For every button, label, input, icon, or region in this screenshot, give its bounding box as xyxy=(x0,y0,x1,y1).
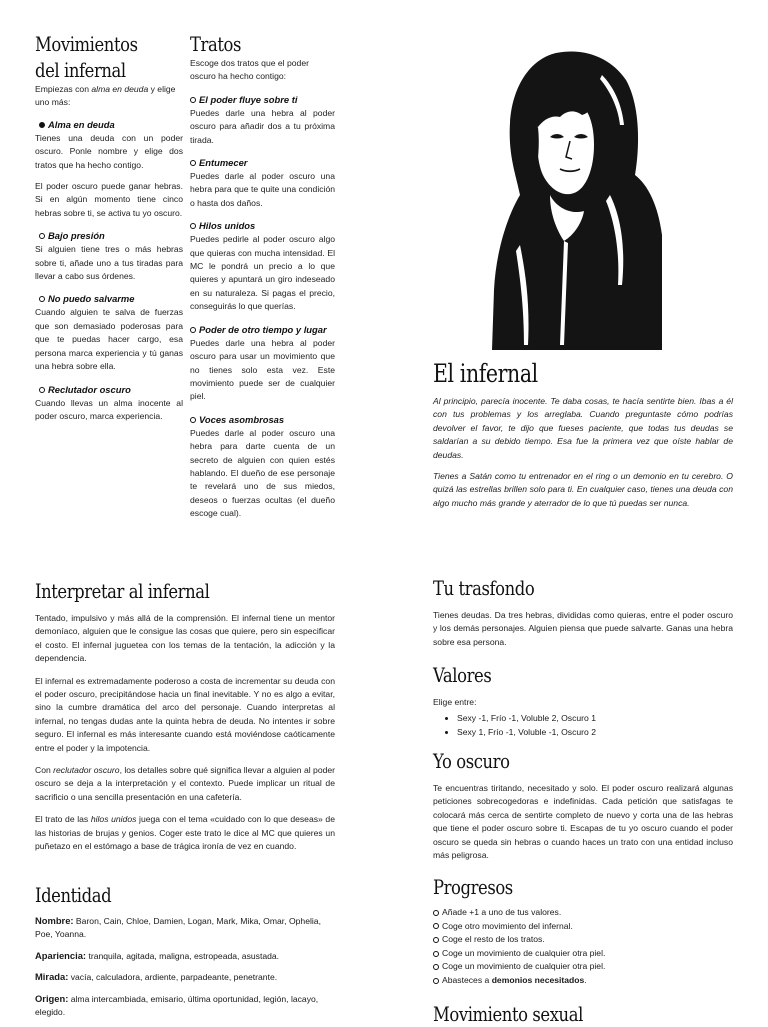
checkbox-icon[interactable] xyxy=(39,122,45,128)
identidad-value: Baron, Cain, Chloe, Damien, Logan, Mark, Mika, Omar, Ophelia, Poe, Yoanna. xyxy=(35,916,321,940)
move-text: El poder oscuro puede ganar hebras. Si en algún momento tiene cinco hebras sobre ti, se activa tu yo oscuro. xyxy=(35,181,183,218)
identidad-row xyxy=(35,970,335,984)
identidad-value: alma intercambiada, emisario, última oportunidad, legión, lacayo, elegido. xyxy=(35,993,319,1018)
identidad-key: Mirada: xyxy=(35,971,69,983)
trato-heading xyxy=(190,156,335,170)
trato-heading xyxy=(190,93,335,107)
identidad-title: Identidad xyxy=(35,883,112,907)
infernal-title: El infernal xyxy=(433,359,538,388)
progreso-item xyxy=(433,920,733,934)
checkbox-icon[interactable] xyxy=(433,923,439,929)
trato-name: Hilos unidos xyxy=(199,220,256,232)
movimientos-title-line1: Movimientos xyxy=(35,32,138,56)
move-name: Alma en deuda xyxy=(48,118,115,130)
move-heading xyxy=(39,229,183,243)
interpretar-title: Interpretar al infernal xyxy=(35,579,210,603)
trato-text: Puedes darle una hebra al poder oscuro para añadir dos a tu próxima tirada. xyxy=(190,107,335,145)
progreso-item: Abasteces a demonios necesitados. xyxy=(433,974,733,988)
sexual-title: Movimiento sexual xyxy=(433,1002,583,1026)
checkbox-icon[interactable] xyxy=(190,97,196,103)
progreso-text: Añade +1 a uno de tus valores. xyxy=(442,907,562,917)
progreso-item xyxy=(433,947,733,961)
checkbox-icon[interactable] xyxy=(39,387,45,393)
identidad-key: Apariencia: xyxy=(35,949,87,961)
trato-heading xyxy=(190,413,335,427)
tratos-title: Tratos xyxy=(190,32,241,56)
yo-oscuro-section xyxy=(433,748,733,862)
progresos-section xyxy=(433,874,733,988)
identidad-key: Origen: xyxy=(35,992,69,1004)
tratos-section xyxy=(190,31,335,530)
progresos-title: Progresos xyxy=(433,875,513,899)
move-heading xyxy=(39,383,183,397)
move-heading xyxy=(39,292,183,306)
trato-text: Puedes darle al poder oscuro una hebra para que te quite una condición o hasta dos daños. xyxy=(190,171,335,208)
identidad-key: Nombre: xyxy=(35,915,74,926)
trato-name: Entumecer xyxy=(199,157,248,169)
valores-section xyxy=(433,662,733,739)
move-name: No puedo salvarme xyxy=(48,293,135,305)
move-text: Cuando llevas un alma inocente al poder oscuro, marca experiencia. xyxy=(35,397,183,421)
identidad-value: vacía, calculadora, ardiente, parpadeante, penetrante. xyxy=(68,972,278,983)
trasfondo-section xyxy=(433,575,733,649)
identidad-value: tranquila, agitada, maligna, estropeada, asustada. xyxy=(86,950,280,961)
trato-heading xyxy=(190,219,335,233)
movimientos-intro: Empiezas con alma en deuda y elige uno más: xyxy=(35,84,176,108)
checkbox-icon[interactable] xyxy=(433,910,439,916)
movimientos-section xyxy=(35,31,183,432)
checkbox-icon[interactable] xyxy=(39,233,45,239)
valores-option[interactable]: • Sexy 1, Frío -1, Voluble -1, Oscuro 2 xyxy=(457,725,733,739)
trato-text: Puedes pedirle al poder oscuro algo que quieras con mucha intensidad. El MC le pondrá un precio a lo que quieres y apuntará un giro indeseado en su naturaleza. Si pagas el precio, conseguirás lo que querías. xyxy=(190,234,335,312)
checkbox-icon[interactable] xyxy=(190,327,196,333)
move-heading xyxy=(39,118,183,132)
trato-name: Poder de otro tiempo y lugar xyxy=(199,323,327,335)
checkbox-icon[interactable] xyxy=(433,978,439,984)
progreso-text: Coge un movimiento de cualquier otra piel. xyxy=(442,947,606,958)
sexual-section xyxy=(433,1001,733,1027)
move-name: Reclutador oscuro xyxy=(48,383,131,395)
interpretar-para-3: Con reclutador oscuro, los detalles sobre qué significa llevar a alguien al poder oscuro se deja a la interpretación y el contexto. Puede implicar un ritual de sacrificio o una sencilla presentación en una cafetería. xyxy=(35,765,336,802)
move-text: Si alguien tiene tres o más hebras sobre ti, añade uno a tus tiradas para llevar a cabo sus órdenes. xyxy=(35,244,183,282)
checkbox-icon[interactable] xyxy=(433,964,439,970)
identidad-row xyxy=(35,914,335,942)
valores-options xyxy=(433,711,733,739)
checkbox-icon[interactable] xyxy=(433,937,439,943)
valores-intro: Elige entre: xyxy=(433,697,477,707)
checkbox-icon[interactable] xyxy=(39,296,45,302)
interpretar-para-1: Tentado, impulsivo y más allá de la comprensión. El infernal tiene un mentor demoníaco, alguien que le consigue las cosas que quiere, pero sin especificar el costo. El infernal juguetea con los temas de la tentación, la adicción y la dependencia. xyxy=(35,613,335,664)
trato-name: El poder fluye sobre ti xyxy=(199,93,298,105)
yo-oscuro-title: Yo oscuro xyxy=(433,749,510,773)
progreso-text: Coge el resto de los tratos. xyxy=(442,934,545,945)
trato-heading xyxy=(190,323,335,337)
checkbox-icon[interactable] xyxy=(433,951,439,957)
progreso-item xyxy=(433,960,733,974)
trasfondo-text: Tienes deudas. Da tres hebras, divididas como quieras, entre el poder oscuro y los demás personajes. Alguien piensa que puede salvarte. Ganas una hebra sobre esa persona. xyxy=(433,610,733,647)
valores-title: Valores xyxy=(433,663,492,687)
tratos-intro: Escoge dos tratos que el poder oscuro ha hecho contigo: xyxy=(190,58,309,82)
infernal-portrait xyxy=(490,45,665,353)
trato-text: Puedes darle al poder oscuro una hebra para darte cuenta de un secreto de alguien con quien estés hablando. El dueño de ese personaje te revelará uno de sus miedos, deseos o fuerzas ocultas (el dueño escoge cual). xyxy=(190,427,335,519)
move-text: Cuando alguien te salva de fuerzas que son demasiado poderosas para que te puedas hacer cargo, esa persona marca experiencia y tú ganas una hebra sobre ella. xyxy=(35,307,183,372)
infernal-para-2: Tienes a Satán como tu entrenador en el ring o un demonio en tu cerebro. O quizá las estrellas brillen solo para ti. En cualquier caso, tienes una deuda con algo mucho más grande y aterrador de lo que tú puedas ser nunca. xyxy=(433,471,733,508)
progreso-text: Coge otro movimiento del infernal. xyxy=(442,920,573,931)
infernal-section xyxy=(433,358,733,510)
interpretar-section xyxy=(35,578,335,854)
valores-option[interactable]: • Sexy -1, Frío -1, Voluble 2, Oscuro 1 xyxy=(457,711,733,725)
progreso-item xyxy=(433,906,733,920)
checkbox-icon[interactable] xyxy=(190,417,196,423)
trato-text: Puedes darle una hebra al poder oscuro para usar un movimiento que no tienes solo esta vez. Este movimiento puede ser de cualquier piel. xyxy=(190,337,335,402)
identidad-row xyxy=(35,992,335,1020)
yo-oscuro-text: Te encuentras tiritando, necesitado y solo. El poder oscuro realizará algunas peticiones sobrecogedoras e indefinidas. Cada petición que satisfagas te colocará más cerca de sentirte completo de nuevo y corta una de las hebras que tiene el poder oscuro sobre ti. Escapas de tu yo oscuro cuando el poder oscuro se queda sin hebras o cuando haces un trato con una entidad incluso más peligrosa. xyxy=(433,783,733,861)
trasfondo-title: Tu trasfondo xyxy=(433,576,535,600)
infernal-para-1: Al principio, parecía inocente. Te daba cosas, te hacía sentirte bien. Ibas a él con tus problemas y los arreglaba. Cuando preguntaste cómo podrías devolver el favor, te dijo que fueses paciente, que todas tus deudas se saldarían a su debido tiempo. Esa fue la primera vez que oíste hablar de deudas. xyxy=(433,396,733,460)
interpretar-para-4: El trato de las hilos unidos juega con el tema «cuidado con lo que deseas» de las historias de brujas y genios. Coger este trato le dice al MC que quieres un puñetazo en el estómago a base de trágica ironía de vez en cuando. xyxy=(35,814,335,852)
identidad-row xyxy=(35,949,335,963)
identidad-section xyxy=(35,882,335,1026)
checkbox-icon[interactable] xyxy=(190,160,196,166)
interpretar-para-2: El infernal es extremadamente poderoso a costa de incrementar su deuda con el poder oscuro, precipitándose hacia un final inevitable. Y no es algo a evitar, sino la cumbre dramática del arco del personaje. Cuando interpretas al infernal, no tengas dudas ante la quinta hebra de deuda. No intentes ir sobre seguro. El infernal es más interesante cuando está moviéndose caóticamente entre el poder y la impotencia. xyxy=(35,675,335,753)
trato-name: Voces asombrosas xyxy=(199,413,285,425)
movimientos-title-line2: del infernal xyxy=(35,58,126,82)
progreso-item xyxy=(433,933,733,947)
move-text: Tienes una deuda con un poder oscuro. Ponle nombre y elige dos tratos que ha hecho contigo. xyxy=(35,132,183,170)
checkbox-icon[interactable] xyxy=(190,223,196,229)
progreso-text: Coge un movimiento de cualquier otra piel. xyxy=(442,961,606,972)
move-name: Bajo presión xyxy=(48,230,105,242)
